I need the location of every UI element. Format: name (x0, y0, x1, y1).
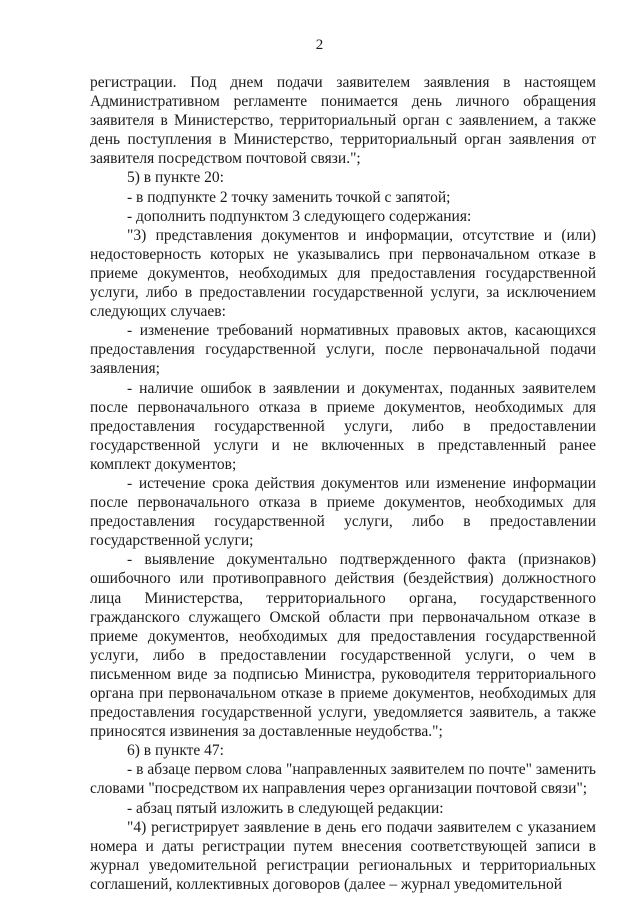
paragraph-8: - истечение срока действия документов или изменение информации после первоначального отказа в приеме документов, необходимых для предоставления государственной услуги, либо в предоставлении государственной услуги; (90, 474, 596, 550)
paragraph-5: "3) представления документов и информации, отсутствие и (или) недостоверность которых не указывались при первоначальном отказе в приеме документов, необходимых для предоставления государственной услуги, либо в предоставлении государственной услуги, за исключением следующих случаев: (90, 226, 596, 321)
paragraph-13: "4) регистрирует заявление в день его подачи заявителем с указанием номера и даты регистрации путем внесения соответствующей записи в журнал уведомительной регистрации региональных и территориальных соглашений, коллективных договоров (далее – журнал уведомительной (90, 818, 596, 893)
paragraph-4: - дополнить подпунктом 3 следующего содержания: (127, 207, 472, 225)
page-number: 2 (315, 37, 324, 53)
paragraph-3: - в подпункте 2 точку заменить точкой с запятой; (127, 188, 451, 206)
paragraph-1: регистрации. Под днем подачи заявителем заявления в настоящем Административном регламенте понимается день личного обращения заявителя в Министерство, территориальный орган с заявлением, а также день поступления в Министерство, территориальный орган заявления от заявителя посредством почтовой связи."; (90, 74, 596, 168)
paragraph-6: - изменение требований нормативных правовых актов, касающихся предоставления государственной услуги, после первоначальной подачи заявления; (90, 322, 596, 378)
paragraph-11: - в абзаце первом слова "направленных заявителем по почте" заменить словами "посредством их направления через организации почтовой связи"; (90, 761, 596, 798)
document-body (90, 73, 596, 894)
paragraph-7: - наличие ошибок в заявлении и документах, поданных заявителем после первоначального отказа в приеме документов, необходимых для предоставления государственной услуги, либо в предоставлении государственной услуги и не включенных в представленный ранее комплект документов; (90, 379, 596, 473)
paragraph-2: 5) в пункте 20: (127, 169, 224, 187)
paragraph-12: - абзац пятый изложить в следующей редакции: (127, 799, 444, 817)
paragraph-9: - выявление документально подтвержденного факта (признаков) ошибочного или противоправного действия (бездействия) должностного лица Министерства, территориального органа, государственного гражданского служащего Омской области при первоначальном отказе в приеме документов, необходимых для предоставления государственной услуги, либо в предоставлении государственной услуги, о чем в письменном виде за подписью Министра, руководителя территориального органа при первоначальном отказе в приеме документов, необходимых для предоставления государственной услуги, уведомляется заявитель, а также приносятся извинения за доставленные неудобства."; (90, 551, 596, 741)
paragraph-10: 6) в пункте 47: (127, 742, 224, 760)
